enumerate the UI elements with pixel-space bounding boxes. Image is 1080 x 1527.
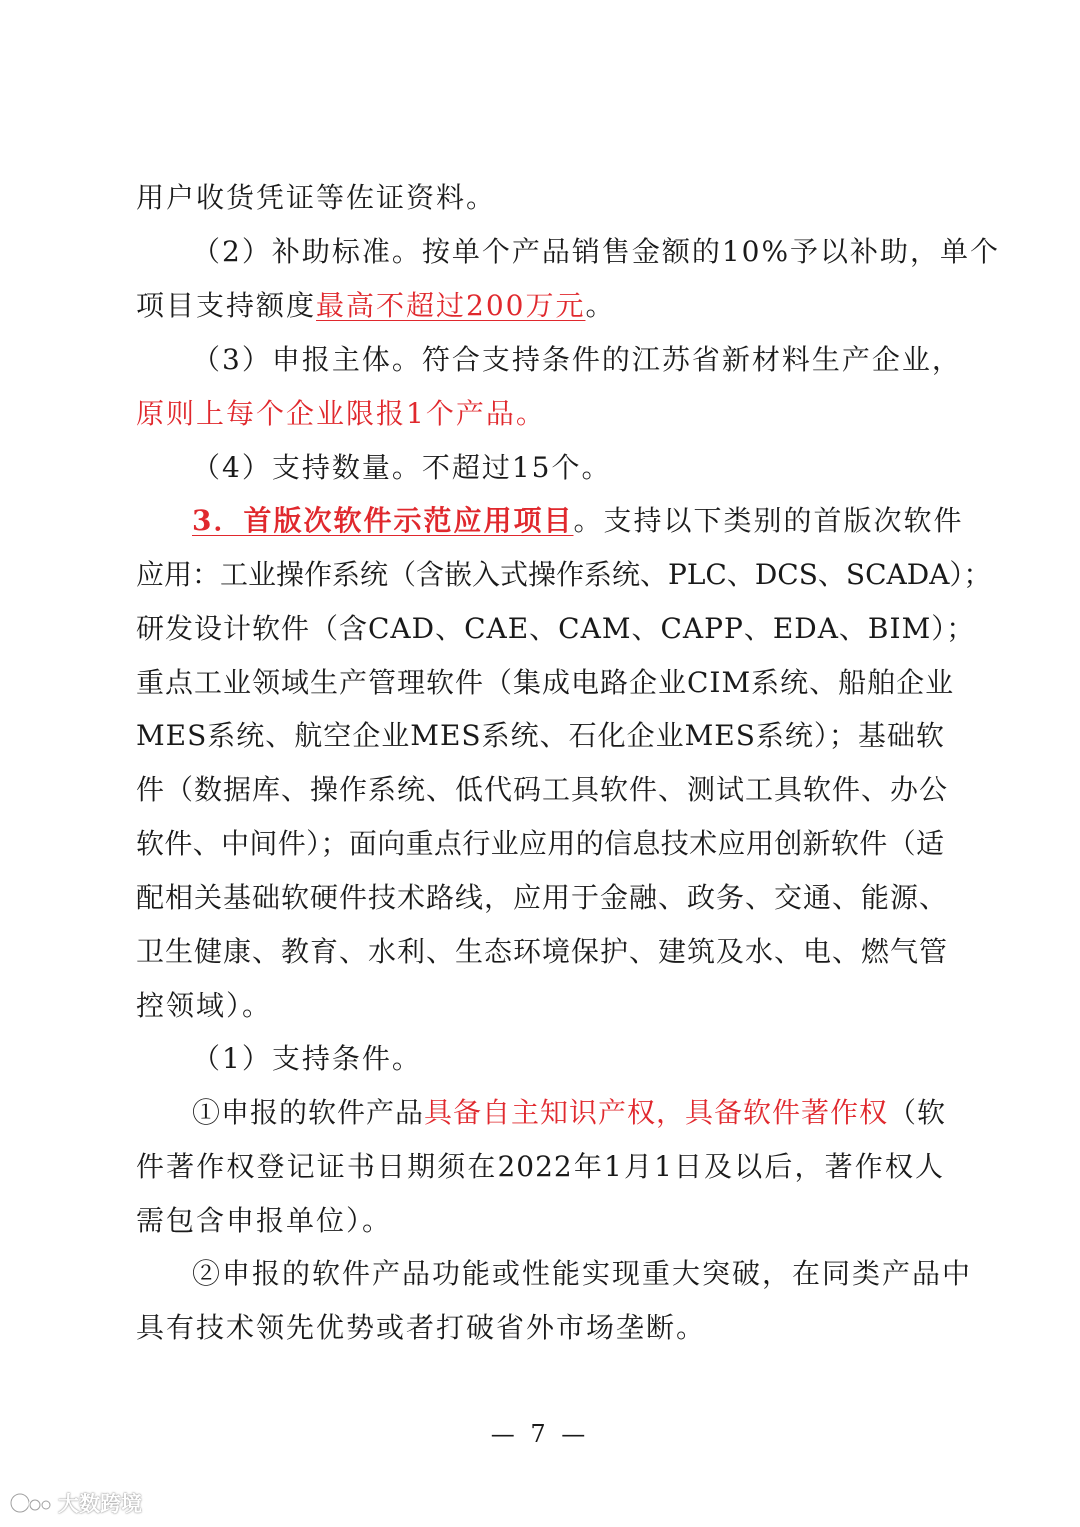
watermark-text: 大数跨境 [58, 1492, 142, 1516]
text-run: 项目支持额度 [136, 289, 317, 322]
highlight-text: 最高不超过200万元 [316, 289, 586, 322]
text-line [192, 499, 964, 543]
text-line: 需包含申报单位）。 [136, 1204, 393, 1237]
text-line: 件（数据库、操作系统、低代码工具软件、测试工具软件、办公 [136, 773, 949, 806]
text-line: 研发设计软件（含CAD、CAE、CAM、CAPP、EDA、BIM）； [136, 612, 976, 645]
text-line: 软件、中间件）；面向重点行业应用的信息技术应用创新软件（适 [136, 827, 944, 860]
text-line: ②申报的软件产品功能或性能实现重大突破，在同类产品中 [192, 1257, 973, 1290]
watermark [8, 1488, 142, 1518]
text-line: 用户收货凭证等佐证资料。 [136, 181, 497, 214]
text-line: （4）支持数量。不超过15个。 [192, 451, 612, 484]
text-line: 件著作权登记证书日期须在2022年1月1日及以后，著作权人 [136, 1150, 944, 1183]
text-line: 卫生健康、教育、水利、生态环境保护、建筑及水、电、燃气管 [136, 935, 949, 968]
text-line: 控领域）。 [136, 989, 273, 1022]
page-number: — 7 — [490, 1420, 590, 1448]
text-run: 。 [585, 289, 616, 322]
text-line: （3）申报主体。符合支持条件的江苏省新材料生产企业， [192, 343, 962, 376]
text-line [136, 284, 944, 328]
text-line: （1）支持条件。 [192, 1042, 422, 1075]
watermark-logo-icon [8, 1489, 52, 1517]
text-line: 具有技术领先优势或者打破省外市场垄断。 [136, 1311, 707, 1344]
text-run: （软 [888, 1096, 947, 1129]
text-line: MES系统、航空企业MES系统、石化企业MES系统）；基础软 [136, 719, 945, 752]
text-line: （2）补助标准。按单个产品销售金额的10%予以补助，单个 [192, 235, 1001, 268]
text-line [192, 1091, 947, 1135]
text-line: 重点工业领域生产管理软件（集成电路企业CIM系统、船舶企业 [136, 666, 955, 699]
section-heading: 3．首版次软件示范应用项目 [192, 504, 574, 537]
text-run: ①申报的软件产品 [192, 1096, 425, 1129]
text-line: 配相关基础软硬件技术路线，应用于金融、政务、交通、能源、 [136, 881, 949, 914]
highlight-text: 具备自主知识产权，具备软件著作权 [424, 1096, 889, 1129]
text-run: 。支持以下类别的首版次软件 [573, 504, 964, 537]
text-line: 应用：工业操作系统（含嵌入式操作系统、PLC、DCS、SCADA）； [136, 558, 992, 591]
highlight-text: 原则上每个企业限报1个产品。 [136, 397, 546, 430]
